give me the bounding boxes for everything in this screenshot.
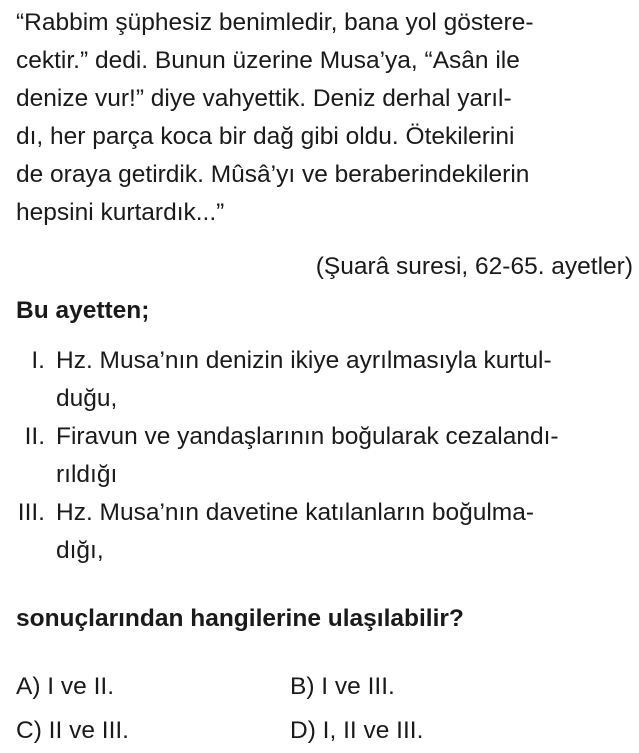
answer-option-a[interactable]: A) I ve II. (16, 673, 115, 700)
statement-item-2 (0, 418, 639, 494)
statement-numeral: II. (24, 423, 45, 450)
question-stem: Bu ayetten; (16, 297, 150, 324)
answer-option-c[interactable]: C) II ve III. (16, 717, 129, 744)
statement-text: Hz. Musa’nın denizin ikiye ayrılmasıyla kurtul- (56, 347, 552, 374)
passage-line: denize vur!” diye vahyettik. Deniz derhal yarıl- (16, 85, 512, 112)
passage-source: (Şuarâ suresi, 62-65. ayetler) (315, 253, 633, 280)
statement-text-continued: rıldığı (56, 461, 118, 488)
answer-option-d[interactable]: D) I, II ve III. (290, 717, 424, 744)
statement-item-3 (0, 494, 639, 570)
statement-numeral: I. (31, 347, 45, 374)
passage-line: cektir.” dedi. Bunun üzerine Musa’ya, “Asân ile (16, 47, 520, 74)
statement-text-continued: dığı, (56, 537, 104, 564)
statement-text: Firavun ve yandaşlarının boğularak cezalandı- (56, 423, 559, 450)
passage-line: hepsini kurtardık...” (16, 199, 225, 226)
statement-text: Hz. Musa’nın davetine katılanların boğulma- (56, 499, 535, 526)
statement-numeral: III. (17, 499, 45, 526)
statement-item-1 (0, 342, 639, 418)
passage-line: “Rabbim şüphesiz benimledir, bana yol göstere- (16, 9, 534, 36)
passage-quote (16, 4, 636, 232)
answer-option-b[interactable]: B) I ve III. (290, 673, 395, 700)
statement-list (0, 342, 639, 570)
statement-text-continued: duğu, (56, 385, 118, 412)
question-prompt: sonuçlarından hangilerine ulaşılabilir? (16, 605, 464, 632)
passage-line: dı, her parça koca bir dağ gibi oldu. Ötekilerini (16, 123, 515, 150)
passage-line: de oraya getirdik. Mûsâ’yı ve beraberindekilerin (16, 161, 530, 188)
